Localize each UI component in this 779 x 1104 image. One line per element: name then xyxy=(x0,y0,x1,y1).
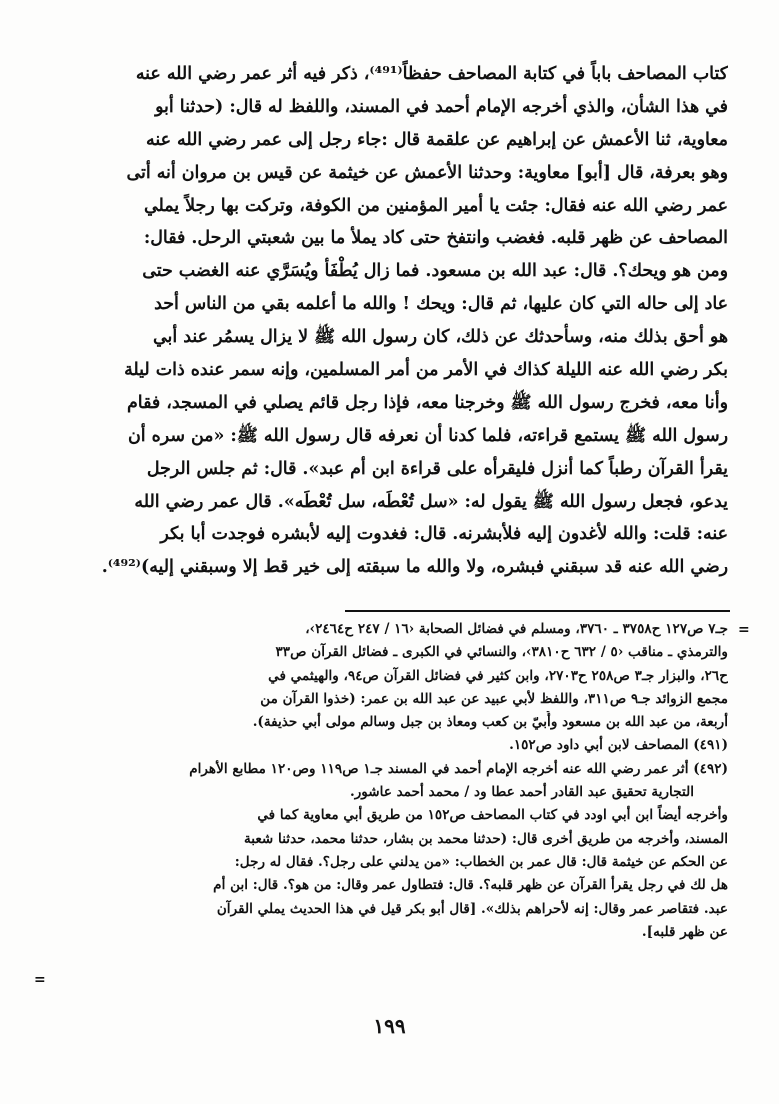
body-line: معاوية، ثنا الأعمش عن إبراهيم عن علقمة قال :جاء رجل إلى عمر رضي الله عنه xyxy=(146,129,728,150)
footnote-separator-rule xyxy=(345,610,730,612)
footnote-491: (٤٩١) المصاحف لابن أبي داود ص١٥٢. xyxy=(509,737,728,754)
main-body-text xyxy=(48,58,728,584)
body-line: ومن هو ويحك؟. قال: عبد الله بن مسعود. فما زال يُطْفَأ ويُسَرَّي عنه الغضب حتى xyxy=(142,261,728,282)
body-line: عاد إلى حاله التي كان عليها، ثم قال: ويحك ! والله ما أعلمه بقي من الناس أحد xyxy=(154,294,728,315)
body-line: عنه: قلت: والله لأغدون إليه فلأبشرنه. قال: فغدوت إليه لأبشره فوجدت أبا بكر xyxy=(160,524,728,545)
footnote-line: المسند، وأخرجه من طريق أخرى قال: (حدثنا محمد بن بشار، حدثنا محمد، حدثنا شعبة xyxy=(243,830,728,847)
footnote-line: وأخرجه أيضاً ابن أبي اودد في كتاب المصاحف ص١٥٢ من طريق أبي معاوية كما في xyxy=(257,807,728,824)
body-line: يدعو، فجعل رسول الله ﷺ يقول له: «سل تُعْطَه، سل تُعْطَه». قال عمر رضي الله xyxy=(134,491,728,512)
page-number: ١٩٩ xyxy=(373,1014,406,1038)
continuation-mark-bottom: = xyxy=(34,972,46,988)
body-line: يقرأ القرآن رطباً كما أنزل فليقرأه على قراءة ابن أم عبد». قال: ثم جلس الرجل xyxy=(146,458,728,479)
footnote-line: التجارية تحقيق عبد القادر أحمد عطا ود / محمد أحمد عاشور. xyxy=(349,784,694,801)
body-line: رضي الله عنه قد سبقني فبشره، ولا والله ما سبقته إلى خير قط إلا وسبقني إليه)⁽⁴⁹²⁾. xyxy=(101,557,728,578)
footnote-line: عن ظهر قلبه]. xyxy=(641,923,728,940)
footnote-line: أربعة، من عبد الله بن مسعود وأُبيّ بن كعب ومعاذ بن جبل وسالم مولى أبي حذيفة). xyxy=(252,714,728,731)
body-line: عمر رضي الله عنه فقال: جئت يا أمير المؤمنين من الكوفة، وتركت بها رجلاً يملي xyxy=(143,195,728,216)
footnote-line: والترمذي ـ مناقب ‹٥ / ٦٣٢ ح٣٨١٠›، والنسائي في الكبرى ـ فضائل القرآن ص٣٣ xyxy=(275,644,728,661)
body-line: هو أحق بذلك منه، وسأحدثك عن ذلك، كان رسول الله ﷺ لا يزال يسمُر عند أبي xyxy=(153,327,728,348)
footnote-line: جـ٧ ص١٢٧ ح٣٧٥٨ ـ ٣٧٦٠، ومسلم في فضائل الصحابة ‹١٦ / ٢٤٧ ح٢٤٦٤›، xyxy=(305,621,728,637)
continuation-mark-top: = xyxy=(738,622,750,638)
footnote-line: مجمع الزوائد جـ٩ ص٣١١، واللفظ لأبي عبيد عن عبد الله بن عمر: (خذوا القرآن من xyxy=(260,690,728,707)
footnote-line: عبد. فتقاصر عمر وقال: إنه لأحراهم بذلك». [قال أبو بكر قيل في هذا الحديث يملي القرآن xyxy=(216,900,728,917)
body-line: كتاب المصاحف باباً في كتابة المصاحف حفظاً⁽⁴⁹¹⁾، ذكر فيه أثر عمر رضي الله عنه xyxy=(135,64,728,84)
body-line: المصاحف عن ظهر قلبه. فغضب وانتفخ حتى كاد يملأ ما بين شعبتي الرحل. فقال: xyxy=(143,228,728,249)
footnotes-block xyxy=(48,618,728,944)
body-line: وأنا معه، فخرج رسول الله ﷺ وخرجنا معه، فإذا رجل قائم يصلي في المسجد، فقام xyxy=(127,392,728,413)
body-line: في هذا الشأن، والذي أخرجه الإمام أحمد في المسند، واللفظ له قال: (حدثنا أبو xyxy=(155,96,728,117)
footnote-492: (٤٩٢) أثر عمر رضي الله عنه أخرجه الإمام أحمد في المسند جـ١ ص١١٩ وص١٢٠ مطابع الأهرام xyxy=(189,760,728,777)
footnote-line: عن الحكم عن خيثمة قال: قال عمر بن الخطاب: «من يدلني على رجل؟. فقال له رجل: xyxy=(234,853,728,870)
footnote-line: ح٢٦، والبزار جـ٣ ص٢٥٨ ح٢٧٠٣، وابن كثير في فضائل القرآن ص٩٤، والهيثمي في xyxy=(268,667,728,684)
body-line: وهو بعرفة، قال [أبو] معاوية: وحدثنا الأعمش عن خيثمة عن قيس بن مروان أنه أتى xyxy=(126,162,728,183)
body-line: رسول الله ﷺ يستمع قراءته، فلما كدنا أن نعرفه قال رسول الله ﷺ: «من سره أن xyxy=(127,425,728,446)
body-line: بكر رضي الله عنه الليلة كذاك في الأمر من أمر المسلمين، وإنه سمر عنده ذات ليلة xyxy=(124,360,728,381)
footnote-line: هل لك في رجل يقرأ القرآن عن ظهر قلبه؟. قال: فتطاول عمر وقال: من هو؟. قال: ابن أم xyxy=(213,877,728,894)
